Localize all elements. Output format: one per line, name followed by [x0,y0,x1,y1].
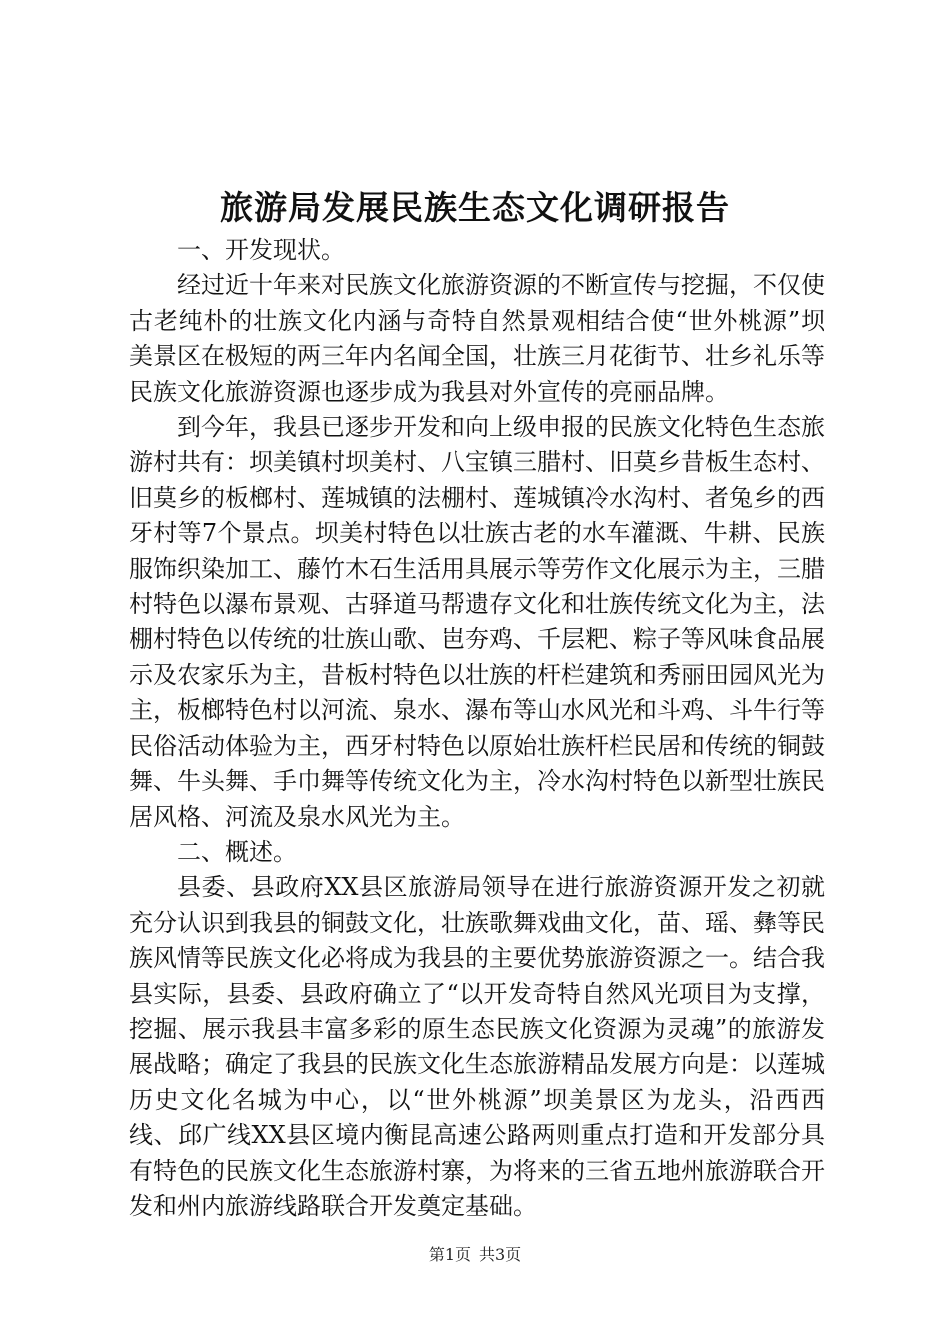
section-heading-overview: 二、概述。 [177,837,297,866]
paragraph-tourism-villages: 到今年，我县已逐步开发和向上级申报的民族文化特色生态旅游村共有：坝美镇村坝美村、八宝镇三腊村、旧莫乡昔板生态村、旧莫乡的板榔村、莲城镇的法棚村、莲城镇冷水沟村、者兔乡的西牙村等7个景点。坝美村特色以壮族古老的水车灌溉、牛耕、民族服饰织染加工、藤竹木石生活用具展示等劳作文化展示为主，三腊村特色以瀑布景观、古驿道马帮遗存文化和壮族传统文化为主，法棚村特色以传统的壮族山歌、岜夯鸡、千层粑、粽子等风味食品展示及农家乐为主，昔板村特色以壮族的杆栏建筑和秀丽田园风光为主，板榔特色村以河流、泉水、瀑布等山水风光和斗鸡、斗牛行等民俗活动体验为主，西牙村特色以原始壮族杆栏民居和传统的铜鼓舞、牛头舞、手巾舞等传统文化为主，冷水沟村特色以新型壮族民居风格、河流及泉水风光为主。 [129,413,825,831]
paragraph-promotion: 经过近十年来对民族文化旅游资源的不断宣传与挖掘，不仅使古老纯朴的壮族文化内涵与奇特自然景观相结合使“世外桃源”坝美景区在极短的两三年内名闻全国，壮族三月花街节、壮乡礼乐等民族文化旅游资源也逐步成为我县对外宣传的亮丽品牌。 [129,271,825,406]
page-number-current: 第1页 [428,1245,471,1264]
document-title: 旅游局发展民族生态文化调研报告 [220,188,730,227]
section-heading-development-status: 一、开发现状。 [177,236,345,264]
paragraph-strategy: 县委、县政府XX县区旅游局领导在进行旅游资源开发之初就充分认识到我县的铜鼓文化，壮族歌舞戏曲文化，苗、瑶、彝等民族风情等民族文化必将成为我县的主要优势旅游资源之一。结合我县实际，县委、县政府确立了“以开发奇特自然风光项目为支撑，挖掘、展示我县丰富多彩的原生态民族文化资源为灵魂”的旅游发展战略；确定了我县的民族文化生态旅游精品发展方向是：以莲城历史文化名城为中心，以“世外桃源”坝美景区为龙头，沿西西线、邱广线XX县区境内衡昆高速公路两则重点打造和开发部分具有特色的民族文化生态旅游村寨，为将来的三省五地州旅游联合开发和州内旅游线路联合开发奠定基础。 [129,873,825,1220]
page-number-total: 共3页 [479,1245,522,1264]
page-footer [0,1243,950,1267]
document-body [129,233,825,1224]
